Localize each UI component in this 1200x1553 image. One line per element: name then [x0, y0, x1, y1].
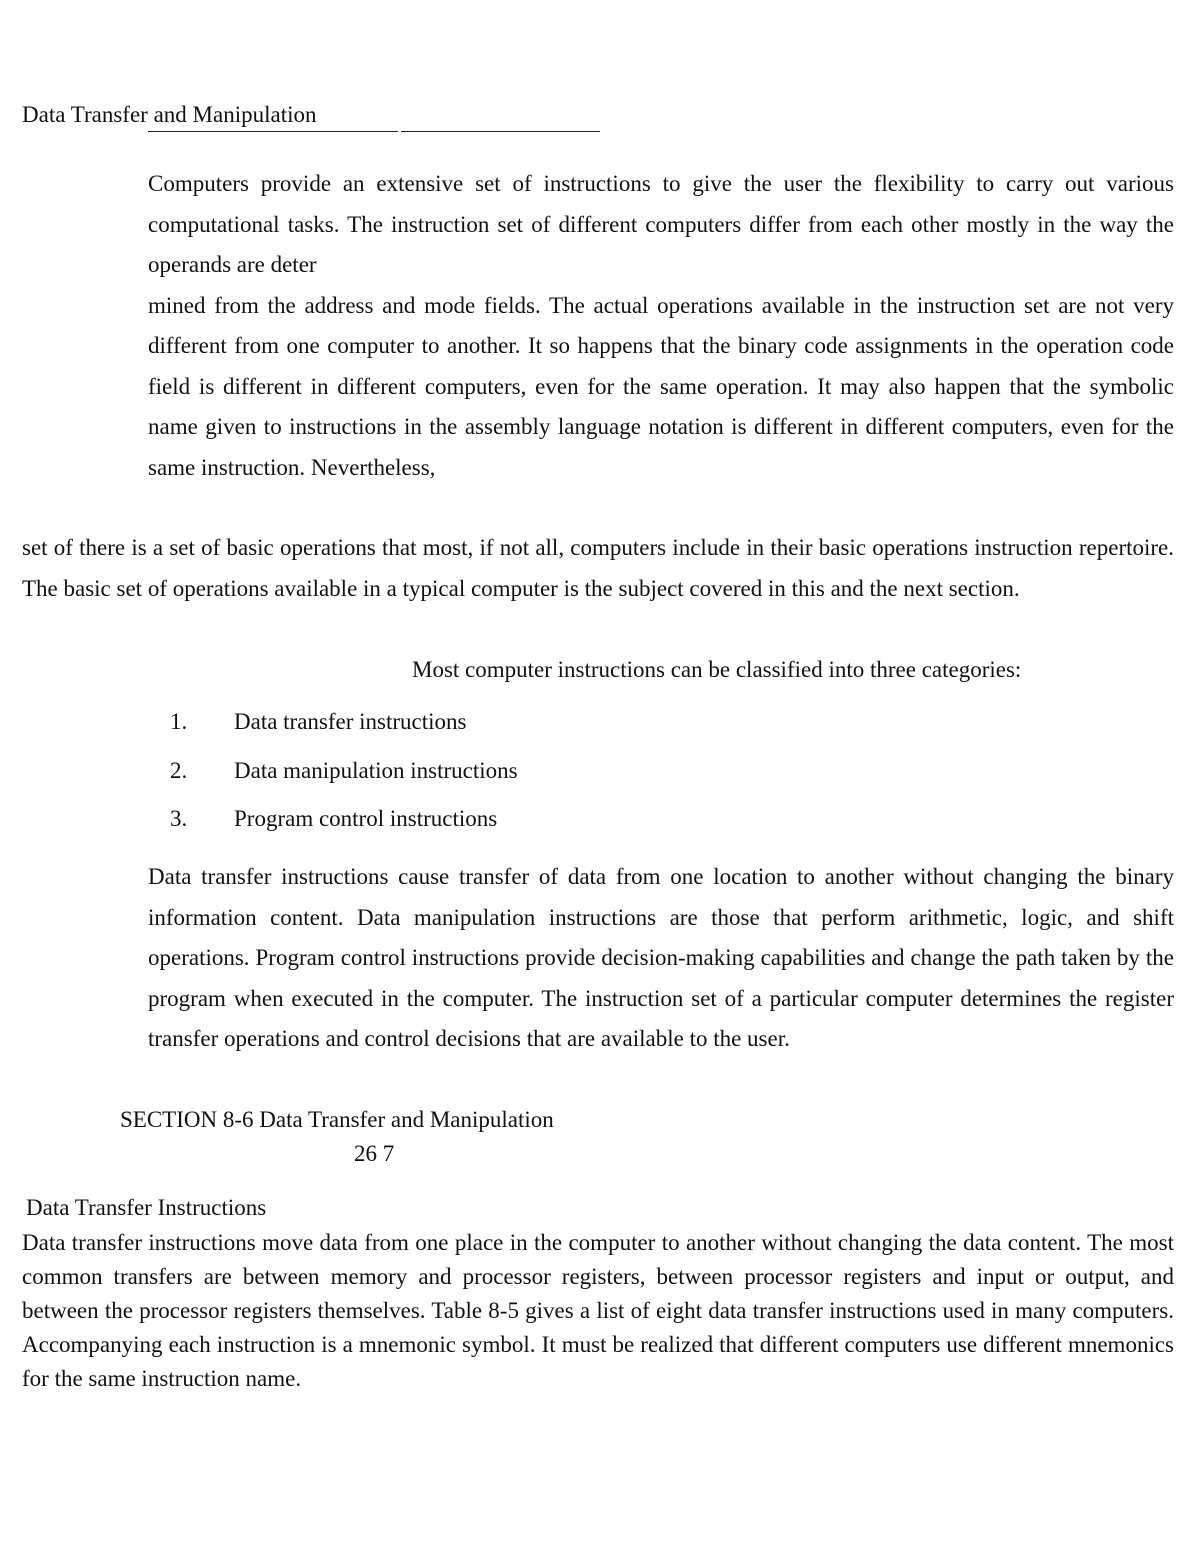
categories-list [170, 702, 518, 848]
categories-intro: Most computer instructions can be classified into three categories: [412, 657, 1022, 682]
subsection-paragraph: Data transfer instructions move data from one place in the computer to another without changing the data content. The most common transfers are between memory and processor registers, between processor registers and input or output, and between the processor registers themselves. Table 8-5 gives a list of eight data transfer instructions used in many computers. Accompanying each instruction is a mnemonic symbol. It must be realized that different computers use different mnemonics for the same instruction name. [22, 1230, 1174, 1391]
title-underline-left [148, 131, 398, 132]
continuation-paragraph: set of there is a set of basic operations that most, if not all, computers include in their basic operations instruction repertoire. The basic set of operations available in a typical computer is the subject covered in this and the next section. [22, 535, 1174, 601]
intro-paragraph-part2: mined from the address and mode fields. The actual operations available in the instruction set are not very different from one computer to another. It so happens that the binary code assignments in the operation code field is different in different computers, even for the same operation. It may also happen that the symbolic name given to instructions in the assembly language notation is different in different computers, even for the same instruction. Nevertheless, [148, 292, 1174, 480]
list-item-label: Data manipulation instructions [234, 757, 518, 783]
section-header: SECTION 8-6 Data Transfer and Manipulation [120, 1107, 554, 1132]
list-item [170, 751, 518, 800]
list-item-number: 1. [170, 709, 188, 734]
categories-paragraph: Data transfer instructions cause transfer of data from one location to another without changing the binary information content. Data manipulation instructions are those that perform arithmetic, logic, and shift operations. Program control instructions provide decision-making capabilities and change the path taken by the program when executed in the computer. The instruction set of a particular computer determines the register transfer operations and control decisions that are available to the user. [148, 864, 1174, 1051]
list-item-label: Data transfer instructions [234, 709, 467, 734]
subsection-title: Data Transfer Instructions [26, 1195, 267, 1220]
intro-paragraph [148, 164, 1174, 488]
list-item-number: 3. [170, 806, 188, 831]
page-number: 26 7 [354, 1141, 395, 1166]
page-title: Data Transfer and Manipulation [22, 102, 317, 127]
list-item [170, 702, 518, 751]
intro-paragraph-part1: Computers provide an extensive set of instructions to give the user the flexibility to carry out various computational tasks. The instruction set of different computers differ from each other mostly in the way the operands are deter [148, 171, 1174, 277]
list-item-number: 2. [170, 757, 188, 783]
list-item [170, 799, 518, 848]
list-item-label: Program control instructions [234, 806, 498, 831]
title-underline-right [401, 131, 600, 132]
